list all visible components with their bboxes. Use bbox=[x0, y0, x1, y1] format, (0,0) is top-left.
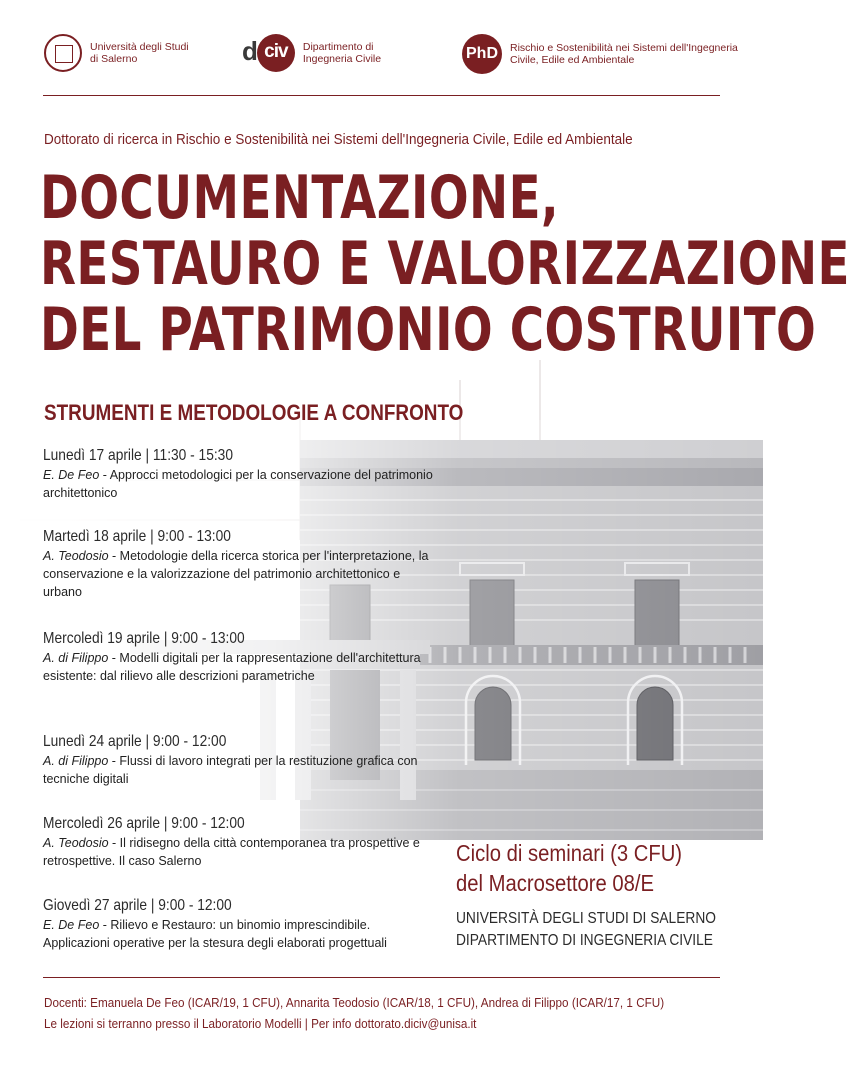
session-6-topic: - Rilievo e Restauro: un binomio imprescindibile. Applicazioni operative per la stesura degli elaborati progettuali bbox=[43, 918, 387, 950]
institution-university: UNIVERSITÀ DEGLI STUDI DI SALERNO bbox=[456, 910, 716, 927]
strapline: STRUMENTI E METODOLOGIE A CONFRONTO bbox=[44, 400, 464, 425]
unisa-logo[interactable] bbox=[44, 34, 189, 72]
title-line-3: DEL PATRIMONIO COSTRUITO bbox=[40, 295, 817, 365]
session-1 bbox=[43, 447, 433, 502]
session-2-datetime: Martedì 18 aprile | 9:00 - 13:00 bbox=[43, 528, 231, 545]
footer-divider bbox=[43, 977, 720, 978]
session-4-datetime: Lunedì 24 aprile | 9:00 - 12:00 bbox=[43, 733, 227, 750]
session-5-topic: - Il ridisegno della città contemporanea tra prospettive e retrospettive. Il caso Salerno bbox=[43, 836, 420, 868]
session-1-topic: - Approcci metodologici per la conservazione del patrimonio architettonico bbox=[43, 468, 433, 500]
session-6-speaker: E. De Feo bbox=[43, 918, 100, 932]
session-4-speaker: A. di Filippo bbox=[43, 754, 109, 768]
title-line-1: DOCUMENTAZIONE, bbox=[40, 163, 560, 233]
session-4 bbox=[43, 733, 433, 788]
diciv-d: d bbox=[242, 35, 257, 66]
session-3-topic: - Modelli digitali per la rappresentazione dell'architettura esistente: dal rilievo alle descrizioni parametriche bbox=[43, 651, 421, 683]
footer-location-contact[interactable]: Le lezioni si terranno presso il Laboratorio Modelli | Per info dottorato.diciv@unisa.it bbox=[44, 1016, 477, 1031]
institution-department: DIPARTIMENTO DI INGEGNERIA CIVILE bbox=[456, 932, 713, 949]
session-6 bbox=[43, 897, 433, 952]
diciv-wordmark bbox=[242, 34, 295, 72]
unisa-name-line1: Università degli Studi bbox=[90, 41, 189, 53]
institution bbox=[456, 908, 716, 952]
phd-badge-icon: PhD bbox=[462, 34, 502, 74]
header-divider bbox=[43, 95, 720, 96]
session-5-speaker: A. Teodosio bbox=[43, 836, 109, 850]
title-line-2: RESTAURO E VALORIZZAZIONE bbox=[40, 229, 850, 299]
seminar-cycle bbox=[456, 838, 682, 898]
diciv-name-line1: Dipartimento di bbox=[302, 41, 374, 53]
footer-teachers: Docenti: Emanuela De Feo (ICAR/19, 1 CFU), Annarita Teodosio (ICAR/18, 1 CFU), Andrea di Filippo (ICAR/17, 1 CFU) bbox=[44, 995, 665, 1010]
diciv-civ-circle: civ bbox=[257, 34, 295, 72]
seminar-cycle-line1: Ciclo di seminari (3 CFU) bbox=[456, 840, 683, 866]
session-2 bbox=[43, 528, 433, 601]
session-3-datetime: Mercoledì 19 aprile | 9:00 - 13:00 bbox=[43, 630, 245, 647]
unisa-name-line2: di Salerno bbox=[90, 53, 138, 65]
session-3-speaker: A. di Filippo bbox=[43, 651, 109, 665]
session-4-topic: - Flussi di lavoro integrati per la restituzione grafica con tecniche digitali bbox=[43, 754, 418, 786]
session-5 bbox=[43, 815, 433, 870]
footer bbox=[44, 992, 664, 1034]
diciv-logo[interactable] bbox=[242, 34, 381, 72]
session-1-speaker: E. De Feo bbox=[43, 468, 100, 482]
session-5-datetime: Mercoledì 26 aprile | 9:00 - 12:00 bbox=[43, 815, 245, 832]
seminar-cycle-line2: del Macrosettore 08/E bbox=[456, 870, 655, 896]
session-2-topic: - Metodologie della ricerca storica per l'interpretazione, la conservazione e la valorizzazione del patrimonio architettonico e urbano bbox=[43, 549, 429, 599]
phd-logo[interactable] bbox=[462, 34, 738, 74]
session-1-datetime: Lunedì 17 aprile | 11:30 - 15:30 bbox=[43, 447, 233, 464]
diciv-name-line2: Ingegneria Civile bbox=[302, 53, 382, 65]
session-3 bbox=[43, 630, 433, 685]
session-6-datetime: Giovedì 27 aprile | 9:00 - 12:00 bbox=[43, 897, 232, 914]
phd-name-line2: Civile, Edile ed Ambientale bbox=[510, 54, 635, 66]
phd-name-line1: Rischio e Sostenibilità nei Sistemi dell'Ingegneria bbox=[510, 42, 738, 54]
session-2-speaker: A. Teodosio bbox=[43, 549, 109, 563]
doctorate-subheading: Dottorato di ricerca in Rischio e Sostenibilità nei Sistemi dell'Ingegneria Civile, Edile ed Ambientale bbox=[44, 131, 633, 148]
university-seal-icon bbox=[44, 34, 82, 72]
